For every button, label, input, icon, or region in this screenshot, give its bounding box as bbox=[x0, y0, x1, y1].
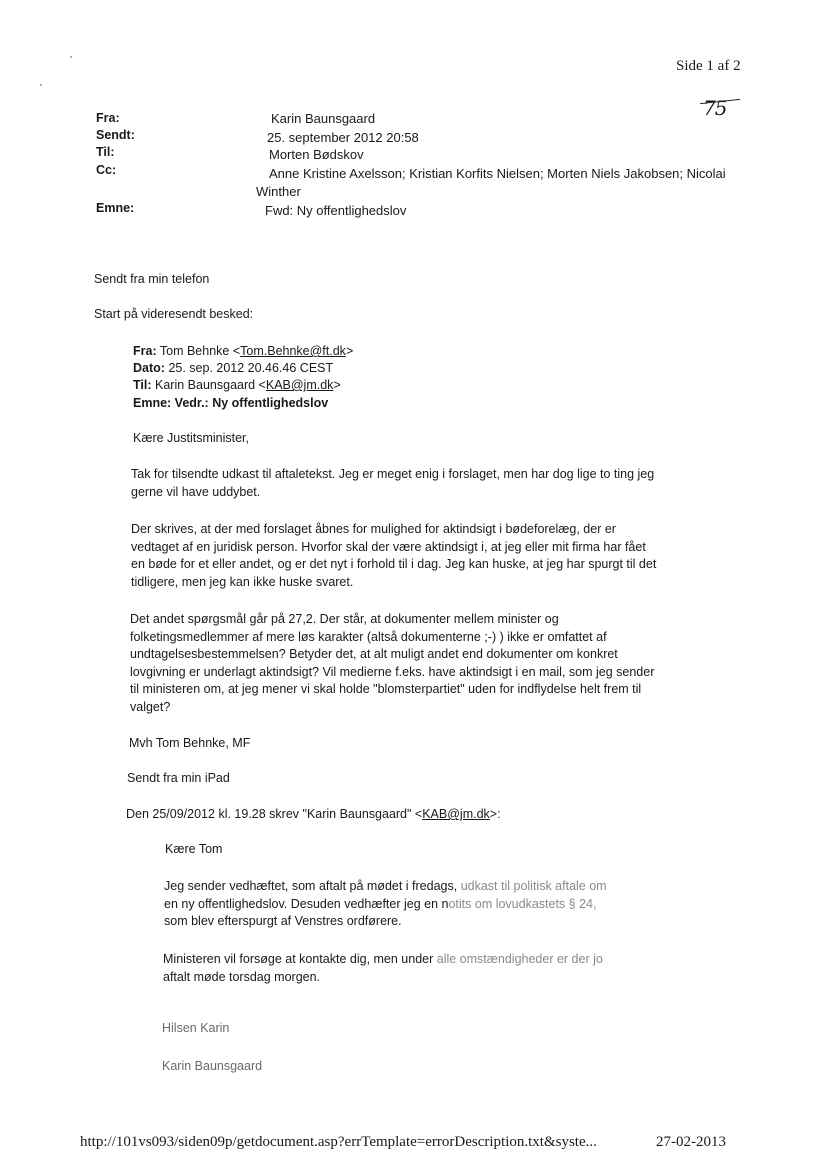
fwd-p1-line: Tak for tilsendte udkast til aftaletekst. Jeg er meget enig i forslaget, men har dog lige to ting jeg bbox=[131, 467, 655, 481]
quoted-text-faded: otits om lovudkastets § 24, bbox=[448, 896, 597, 911]
fwd-p2-line: Der skrives, at der med forslaget åbnes for mulighed for aktindsigt i bødeforelæg, der er bbox=[131, 522, 616, 536]
quoted-p1-line bbox=[164, 896, 607, 914]
fwd-p3-line: til ministeren om, at jeg mener vi skal holde "blomsterpartiet" uden for indflydelse helt frem til bbox=[130, 682, 642, 696]
quoted-p2-line: aftalt møde torsdag morgen. bbox=[163, 969, 321, 984]
footer-date: 27-02-2013 bbox=[656, 1134, 726, 1150]
header-cc-label: Cc: bbox=[96, 163, 117, 177]
fwd-p2-line: tidligere, men jeg kan ikke huske svaret. bbox=[131, 574, 354, 589]
fwd-to-email-link[interactable]: KAB@jm.dk bbox=[265, 378, 334, 392]
scan-speck bbox=[70, 56, 72, 58]
quoted-greeting: Kære Tom bbox=[165, 842, 223, 856]
fwd-from-label: Fra: bbox=[133, 344, 157, 358]
fwd-from-close: > bbox=[345, 344, 354, 358]
fwd-from-email-link[interactable]: Tom.Behnke@ft.dk bbox=[240, 344, 346, 358]
fwd-p3-line: undtagelsesbestemmelsen? Betyder det, at alt muligt andet end dokumenter om konkret bbox=[130, 647, 618, 661]
sent-from-phone: Sendt fra min telefon bbox=[94, 272, 210, 286]
quote-intro-email-link[interactable]: KAB@jm.dk bbox=[422, 807, 490, 821]
header-sent-label: Sendt: bbox=[96, 128, 135, 142]
header-to-value: Morten Bødskov bbox=[269, 147, 364, 162]
quoted-text-faded: udkast til politisk aftale om bbox=[457, 879, 607, 893]
fwd-paragraph-2 bbox=[131, 521, 656, 591]
quoted-text: Ministeren vil forsøge at kontakte dig, men under bbox=[163, 952, 437, 966]
quoted-text-faded: alle omstændigheder er der jo bbox=[436, 952, 603, 966]
quoted-paragraph-2 bbox=[163, 951, 603, 986]
fwd-p3-line: valget? bbox=[130, 699, 171, 714]
fwd-p1-line: gerne vil have uddybet. bbox=[131, 484, 261, 499]
scan-speck bbox=[40, 84, 42, 86]
quote-intro-close: >: bbox=[489, 807, 501, 821]
fwd-date-line bbox=[133, 360, 333, 377]
fwd-paragraph-1 bbox=[131, 466, 654, 501]
fwd-from-line bbox=[133, 343, 353, 360]
header-subject-label: Emne: bbox=[96, 201, 135, 215]
fwd-greeting: Kære Justitsminister, bbox=[133, 431, 250, 445]
fwd-p2-line: vedtaget af en juridisk person. Hvorfor skal der være aktindsigt i, at jeg eller mit firma har fået bbox=[131, 539, 646, 554]
page-number: Side 1 af 2 bbox=[676, 58, 741, 74]
fwd-to-label: Til: bbox=[133, 378, 152, 392]
quote-intro-text: Den 25/09/2012 kl. 19.28 skrev "Karin Baunsgaard" < bbox=[126, 807, 423, 821]
quoted-p1-line bbox=[164, 878, 607, 896]
fwd-p2-line: en bøde for et eller andet, og er det nyt i forhold til i dag. Jeg kan huske, at jeg har spurgt til det bbox=[131, 557, 657, 571]
fwd-p3-line: Det andet spørgsmål går på 27,2. Der står, at dokumenter mellem minister og bbox=[130, 612, 559, 626]
fwd-date-value: 25. sep. 2012 20.46.46 CEST bbox=[168, 361, 334, 375]
quote-intro-line bbox=[126, 806, 501, 823]
fwd-date-label: Dato: bbox=[133, 361, 165, 375]
footer-url: http://101vs093/siden09p/getdocument.asp?errTemplate=errorDescription.txt&syste... bbox=[80, 1134, 597, 1150]
quoted-signature: Karin Baunsgaard bbox=[162, 1059, 263, 1073]
fwd-to-close: > bbox=[333, 378, 341, 392]
fwd-to-line bbox=[133, 377, 341, 394]
handwritten-page-mark: 75 bbox=[703, 96, 727, 120]
header-cc-value-line1: Anne Kristine Axelsson; Kristian Korfits Nielsen; Morten Niels Jakobsen; Nicolai bbox=[269, 166, 726, 181]
fwd-to-name: Karin Baunsgaard < bbox=[155, 378, 266, 392]
forward-start: Start på videresendt besked: bbox=[94, 307, 254, 321]
header-from-label: Fra: bbox=[96, 111, 120, 125]
fwd-sent-from-ipad: Sendt fra min iPad bbox=[127, 771, 230, 785]
header-cc-value-line2: Winther bbox=[256, 184, 301, 199]
quoted-closing: Hilsen Karin bbox=[162, 1021, 230, 1035]
fwd-signoff: Mvh Tom Behnke, MF bbox=[129, 736, 251, 750]
quoted-text: Jeg sender vedhæftet, som aftalt på mødet i fredags, bbox=[164, 879, 458, 893]
quoted-p2-line bbox=[163, 951, 603, 969]
fwd-from-name: Tom Behnke < bbox=[159, 344, 241, 358]
fwd-subject-line: Emne: Vedr.: Ny offentlighedslov bbox=[133, 396, 329, 410]
header-subject-value: Fwd: Ny offentlighedslov bbox=[265, 203, 407, 218]
header-to-label: Til: bbox=[96, 145, 115, 159]
fwd-paragraph-3 bbox=[130, 611, 654, 716]
header-from-value: Karin Baunsgaard bbox=[271, 111, 376, 126]
fwd-p3-line: folketingsmedlemmer af mere løs karakter (altså dokumenterne ;-) ) ikke er omfattet af bbox=[130, 629, 607, 644]
header-sent-value: 25. september 2012 20:58 bbox=[267, 130, 419, 145]
quoted-p1-line: som blev efterspurgt af Venstres ordførere. bbox=[164, 914, 402, 928]
quoted-text: en ny offentlighedslov. Desuden vedhæfter jeg en n bbox=[164, 896, 449, 911]
fwd-p3-line: lovgivning er underlagt aktindsigt? Vil medierne f.eks. have aktindsigt i en mail, som jeg sender bbox=[130, 664, 655, 679]
quoted-paragraph-1 bbox=[164, 878, 607, 931]
